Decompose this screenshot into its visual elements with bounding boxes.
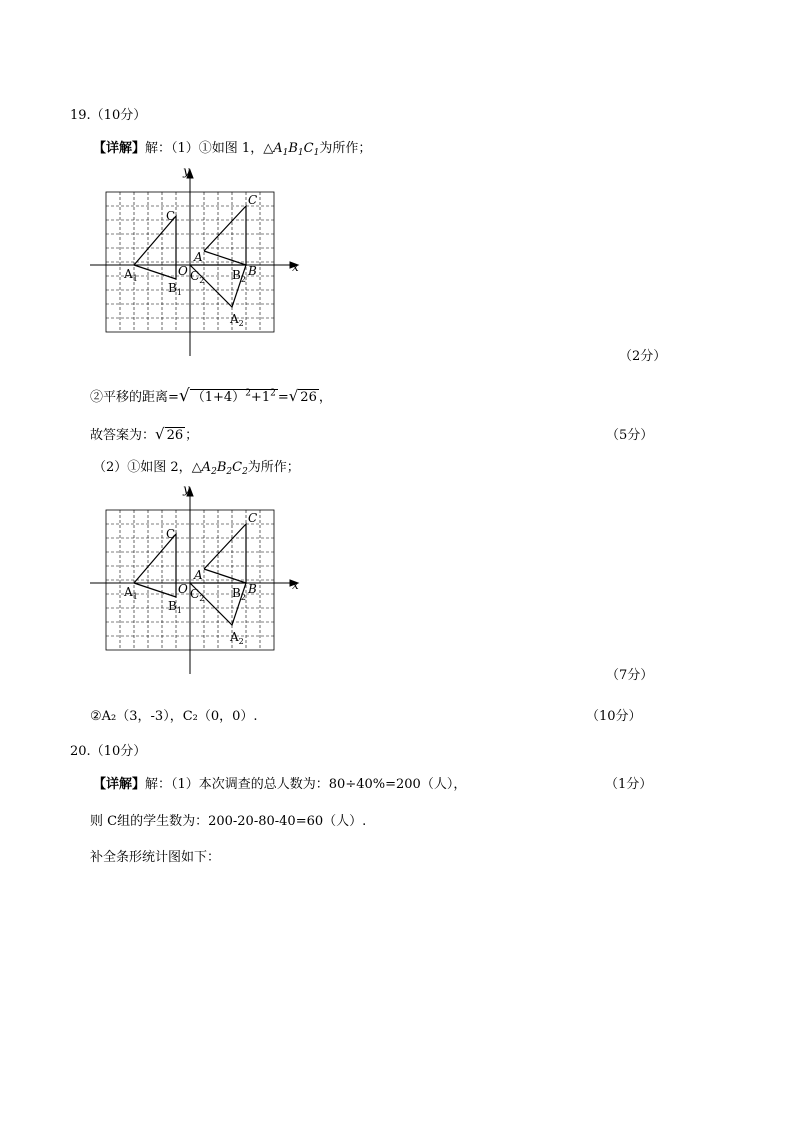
q19-header: 19.（10分） [70,108,147,123]
svg-text:C2: $C_2$ [190,587,205,603]
label-B-image: B [248,264,257,278]
label-C2: $C_2$ [190,269,205,285]
label-A1: $A_1$ [124,267,138,283]
score-10: （10分） [586,709,642,724]
label-A-image: A [194,250,203,264]
as-drawn-text: 为所作； [319,141,372,156]
svg-text:B1: $B_1$ [168,599,182,615]
label-O: O [178,264,188,278]
label-B2: $B_2$ [232,268,246,284]
q20-line3: 补全条形统计图如下： [90,850,221,865]
svg-text:B: B [248,582,257,596]
x-label: x [292,260,299,274]
q20-score-1: （1分） [605,777,653,792]
final-answer-line: ②A₂（3，-3），C₂（0，0）. [90,709,258,724]
svg-text:A: A [194,568,203,582]
label-C-image: C [248,193,258,207]
q20-line2: 则 C组的学生数为：200-20-80-40=60（人）. [90,814,367,829]
q19-part2-line: （2）①如图 2，$\triangle A_2B_2C_2$为所作； [93,460,300,477]
q20-header: 20.（10分） [70,744,147,759]
label-B1: $B_1$ [168,281,182,297]
svg-text:C: C [248,511,258,525]
svg-text:y: y [183,484,190,496]
part1-prefix: 解：（1）①如图 1， [145,141,264,156]
svg-text:x: x [292,578,299,592]
svg-text:O: O [178,582,188,596]
detail-tag: 【详解】 [93,141,146,156]
svg-text:A1: $A_1$ [124,585,138,601]
answer-line: 故答案为：√ 26 ； [90,425,199,443]
q20-line1: 【详解】解：（1）本次调查的总人数为：80÷40%=200（人）， [93,777,467,792]
score-7: （7分） [606,668,654,683]
label-A2: $A_2$ [230,312,244,328]
label-C: C [166,209,176,223]
q19-part1-line: 【详解】解：（1）①如图 1，$\triangle A_1B_1C_1$为所作； [93,141,372,158]
svg-text:A2: $A_2$ [230,630,244,646]
svg-text:B2: $B_2$ [232,586,246,602]
y-label: y [183,166,190,178]
figure-2 [90,484,310,676]
distance-line: ②平移的距离=√ $(1+4)^2+1^2$ =√ 26 ， [90,386,332,406]
score-2: （2分） [619,349,667,364]
svg-text:C: C [166,527,176,541]
score-5: （5分） [606,428,654,443]
figure-1 [90,166,310,358]
